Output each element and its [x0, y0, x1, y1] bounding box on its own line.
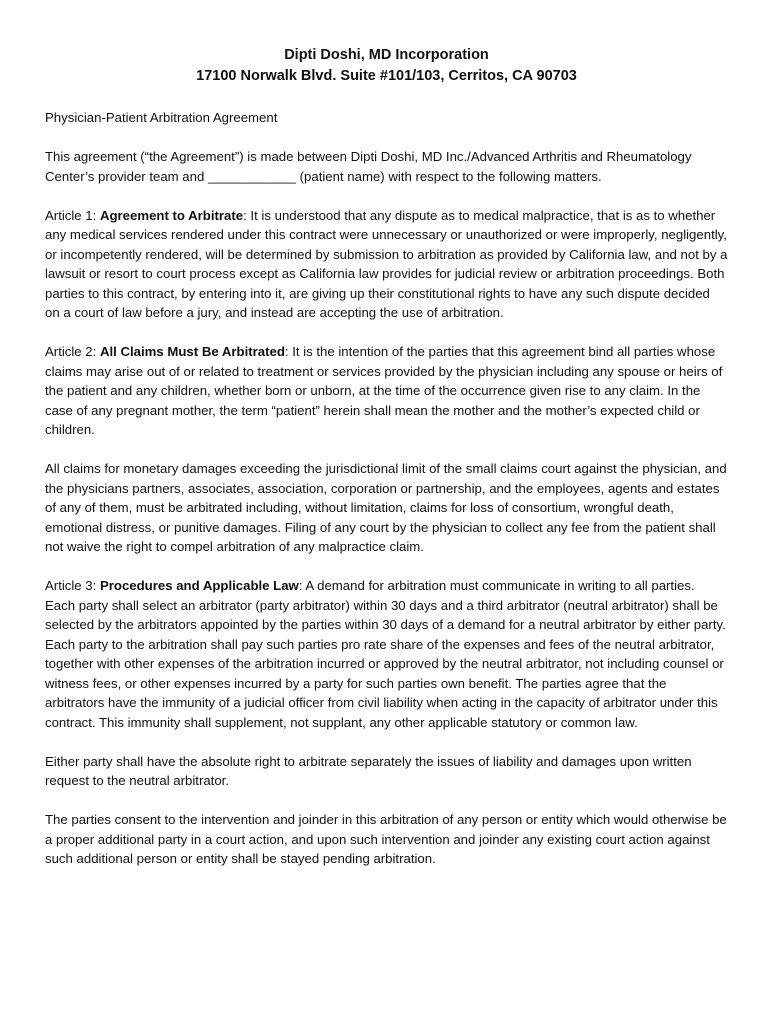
- separate-arbitration-paragraph: Either party shall have the absolute right to arbitrate separately the issues of liability and damages upon written request to the neutral arbitrator.: [45, 753, 692, 788]
- article-3-heading: Procedures and Applicable Law: [99, 578, 299, 593]
- article-2-body: : It is the intention of the parties that this agreement bind all parties whose claims may arise out of or related to treatment or services provided by the physician including any spouse or heirs of the patient and any children, whether born or unborn, at the time of the occurrence given rise to any claim. In the case of any pregnant mother, the term “patient” herein shall mean the mother and the mother’s expected child or children.: [45, 344, 723, 437]
- article-1-heading: Agreement to Arbitrate: [99, 207, 244, 223]
- article-3-prefix: Article 3:: [45, 578, 100, 593]
- article-2-prefix: Article 2:: [45, 344, 100, 359]
- article-3-paragraph: [45, 576, 728, 732]
- claims-paragraph: All claims for monetary damages exceeding the jurisdictional limit of the small claims court against the physician, and the physicians partners, associates, association, corporation or partnership, and the employees, agents and estates of any of them, must be arbitrated including, without limitation, claims for loss of consortium, wrongful death, emotional distress, or punitive damages. Filing of any court by the physician to collect any fee from the patient shall not waive the right to compel arbitration of any malpractice claim.: [45, 461, 727, 554]
- document-page: [45, 45, 728, 869]
- article-1-body: : It is understood that any dispute as to medical malpractice, that is as to whether any medical services rendered under this contract were unnecessary or unauthorized or were improperly, negligently, or incompetently rendered, will be determined by submission to arbitration as provided by California law, and not by a lawsuit or resort to court process except as California law provides for judicial review or arbitration proceedings. Both parties to this contract, by entering into it, are giving up their constitutional rights to have any such dispute decided on a court of law before a jury, and instead are accepting the use of arbitration.: [45, 207, 728, 320]
- document-title: Physician-Patient Arbitration Agreement: [45, 110, 278, 125]
- practice-name: Dipti Doshi, MD Incorporation: [284, 47, 489, 63]
- article-1-paragraph: [45, 206, 728, 323]
- article-1-prefix: Article 1:: [45, 207, 100, 223]
- joinder-paragraph: The parties consent to the intervention and joinder in this arbitration of any person or entity which would otherwise be a proper additional party in a court action, and upon such intervention and joinder any existing court action against such additional person or entity shall be stayed pending arbitration.: [45, 812, 727, 866]
- practice-address: 17100 Norwalk Blvd. Suite #101/103, Cerritos, CA 90703: [196, 68, 577, 84]
- intro-paragraph: This agreement (“the Agreement”) is made between Dipti Doshi, MD Inc./Advanced Arthritis and Rheumatology Center’s provider team and ____________ (patient name) with respect to the following matters.: [45, 149, 692, 184]
- article-2-paragraph: [45, 342, 728, 440]
- article-3-body: : A demand for arbitration must communicate in writing to all parties. Each party shall select an arbitrator (party arbitrator) within 30 days and a third arbitrator (neutral arbitrator) shall be selected by the arbitrators appointed by the parties within 30 days of a demand for a neutral arbitrator by either party. Each party to the arbitration shall pay such parties pro rate share of the expenses and fees of the neutral arbitrator, together with other expenses of the arbitration incurred or approved by the neutral arbitrator, not including counsel or witness fees, or other expenses incurred by a party for such parties own benefit. The parties agree that the arbitrators have the immunity of a judicial officer from civil liability when acting in the capacity of arbitrator under this contract. This immunity shall supplement, not supplant, any other applicable statutory or common law.: [45, 578, 726, 730]
- article-2-heading: All Claims Must Be Arbitrated: [99, 344, 285, 359]
